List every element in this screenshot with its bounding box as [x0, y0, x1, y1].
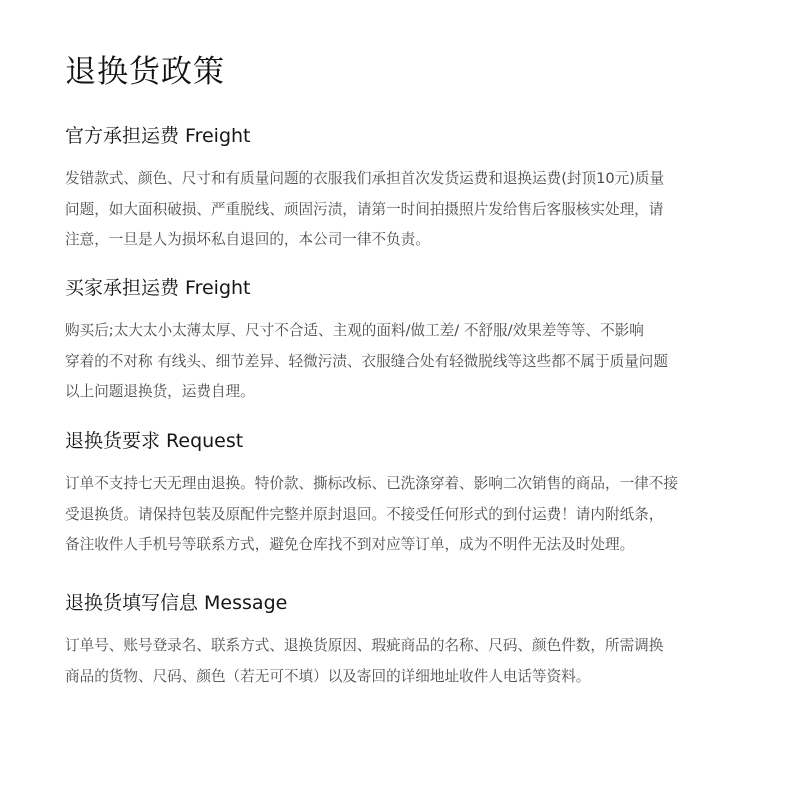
section-heading: 退换货要求 Request [65, 430, 244, 452]
section-heading: 退换货填写信息 Message [65, 592, 288, 614]
section-heading: 买家承担运费 Freight [65, 277, 251, 299]
section-return-request [65, 427, 755, 561]
body-line: 穿着的不对称 有线头、细节差异、轻微污渍、衣服缝合处有轻微脱线等这些都不属于质量问题 [65, 352, 668, 370]
body-line: 注意，一旦是人为损坏私自退回的，本公司一律不负责。 [65, 231, 430, 248]
body-line: 以上问题退换货，运费自理。 [65, 383, 255, 400]
section-body [65, 631, 755, 692]
section-official-freight [65, 122, 755, 256]
section-heading: 官方承担运费 Freight [65, 125, 251, 147]
body-line: 购买后;太大太小太薄太厚、尺寸不合适、主观的面料/做工差/ 不舒服/效果差等等、不影响 [65, 322, 644, 339]
section-buyer-freight [65, 274, 755, 408]
body-line: 备注收件人手机号等联系方式，避免仓库找不到对应等订单，成为不明件无法及时处理。 [65, 536, 635, 553]
body-line: 问题，如大面积破损、严重脱线、顽固污渍，请第一时间拍摄照片发给售后客服核实处理，请 [65, 200, 664, 218]
body-line: 订单号、账号登录名、联系方式、退换货原因、瑕疵商品的名称、尺码、颜色件数，所需调换 [65, 637, 664, 654]
body-line: 受退换货。请保持包装及原配件完整并原封退回。不接受任何形式的到付运费！请内附纸条， [65, 505, 664, 523]
section-body [65, 469, 755, 561]
section-body [65, 316, 755, 408]
body-line: 发错款式、颜色、尺寸和有质量问题的衣服我们承担首次发货运费和退换运费(封顶10元)质量 [65, 170, 665, 187]
section-return-message [65, 589, 755, 692]
body-line: 订单不支持七天无理由退换。特价款、撕标改标、已洗涤穿着、影响二次销售的商品，一律不接 [65, 475, 678, 492]
body-line: 商品的货物、尺码、颜色（若无可不填）以及寄回的详细地址收件人电话等资料。 [65, 667, 591, 685]
section-body [65, 164, 755, 256]
page-title: 退换货政策 [65, 54, 225, 90]
